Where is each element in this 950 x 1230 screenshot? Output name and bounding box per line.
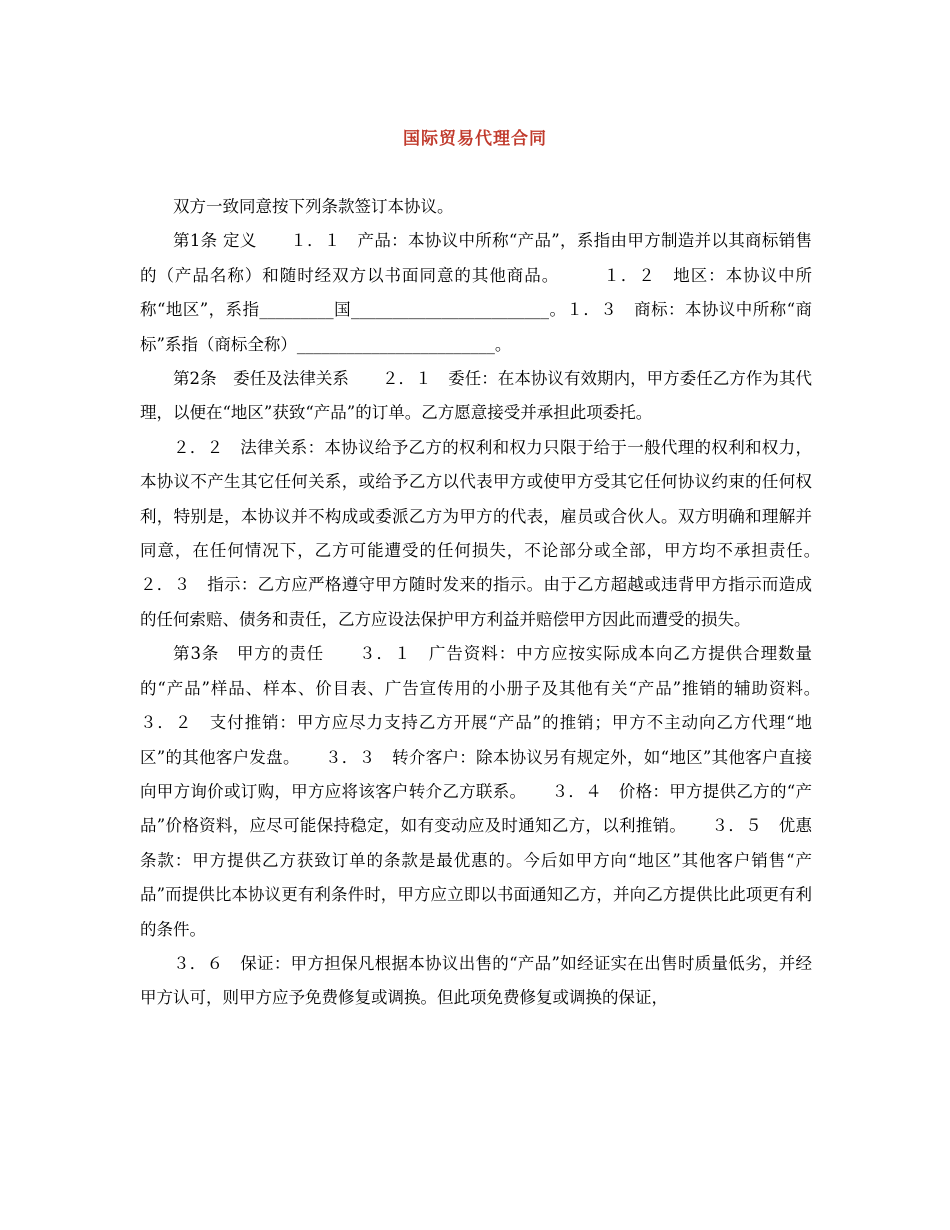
paragraph-article-1: 第1条 定义 １．１ 产品：本协议中所称“产品”，系指由甲方制造并以其商标销售的（产品名称）和随时经双方以书面同意的其他商品。 １．２ 地区：本协议中所称“地区”，系指_________国________________________。１．３ 商标：本协议中所称“商标”系指（商标全称）________________________。 <box>140 231 812 354</box>
document-title: 国际贸易代理合同 <box>403 129 547 149</box>
paragraph-article-3: 第3条 甲方的责任 ３．１ 广告资料：中方应按实际成本向乙方提供合理数量的“产品”样品、样本、价目表、广告宣传用的小册子及其他有关“产品”推销的辅助资料。 ３．２ 支付推销：甲方应尽力支持乙方开展“产品”的推销；甲方不主动向乙方代理“地区”的其他客户发盘。 ３．３ 转介客户：除本协议另有规定外，如“地区”其他客户直接向甲方询价或订购，甲方应将该客户转介乙方联系。 ３．４ 价格：甲方提供乙方的“产品”价格资料，应尽可能保持稳定，如有变动应及时通知乙方，以利推销。 ３．５ 优惠条款：甲方提供乙方获致订单的条款是最优惠的。今后如甲方向“地区”其他客户销售“产品”而提供比本协议更有利条件时，甲方应立即以书面通知乙方，并向乙方提供比此项更有利的条件。 <box>140 644 845 939</box>
paragraph-article-3-6: ３．６ 保证：甲方担保凡根据本协议出售的“产品”如经证实在出售时质量低劣，并经甲方认可，则甲方应予免费修复或调换。但此项免费修复或调换的保证， <box>140 953 812 1008</box>
document-body <box>140 190 845 1016</box>
paragraph-intro: 双方一致同意按下列条款签订本协议。 <box>173 197 454 216</box>
paragraph-article-2: 第2条 委任及法律关系 ２．１ 委任：在本协议有效期内，甲方委任乙方作为其代理，以便在“地区”获致“产品”的订单。乙方愿意接受并承担此项委托。 <box>140 369 812 423</box>
paragraph-article-2-2: ２．２ 法律关系：本协议给予乙方的权利和权力只限于给于一般代理的权利和权力，本协议不产生其它任何关系，或给予乙方以代表甲方或使甲方受其它任何协议约束的任何权利，特别是，本协议并不构成或委派乙方为甲方的代表，雇员或合伙人。双方明确和理解并同意，在任何情况下，乙方可能遭受的任何损失，不论部分或全部，甲方均不承担责任。 ２．３ 指示：乙方应严格遵守甲方随时发来的指示。由于乙方超越或违背甲方指示而造成的任何索赔、债务和责任，乙方应设法保护甲方利益并赔偿甲方因此而遭受的损失。 <box>140 437 845 629</box>
